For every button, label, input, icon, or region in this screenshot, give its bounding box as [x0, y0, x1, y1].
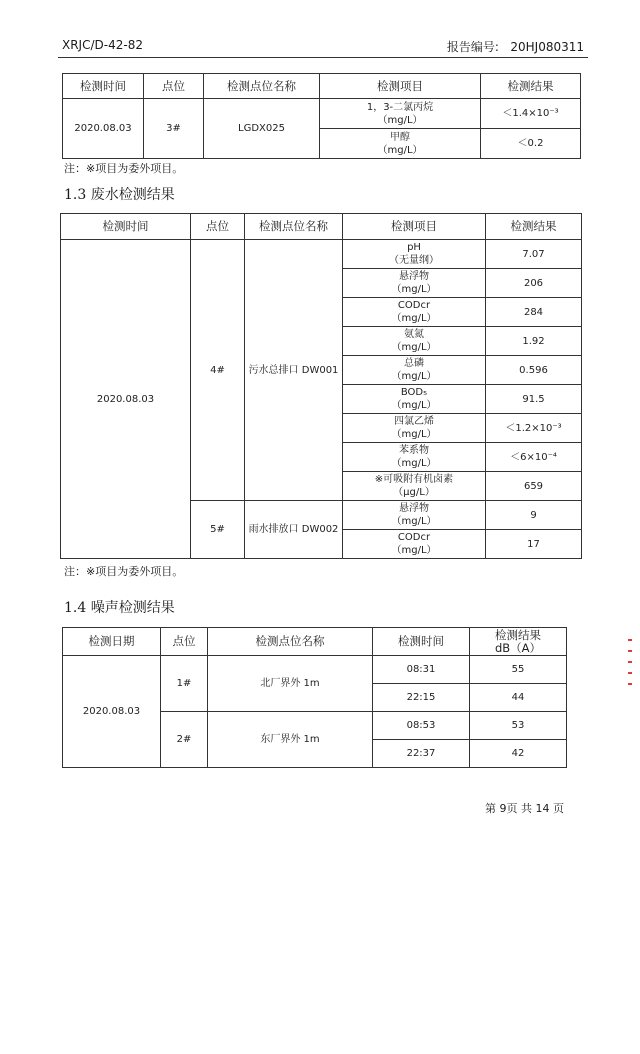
col-header: 检测时间 — [61, 214, 191, 240]
doc-code: XRJC/D-42-82 — [62, 38, 143, 52]
result-cell: 53 — [470, 712, 567, 740]
item-cell — [343, 269, 486, 298]
binding-marks — [628, 630, 634, 720]
result-unit-header: dB（A） — [494, 640, 542, 655]
result-cell: 0.596 — [486, 356, 582, 385]
item-unit: （mg/L） — [391, 516, 437, 527]
item-cell — [343, 472, 486, 501]
report-label: 报告编号: — [446, 40, 499, 54]
note-2: 注：※项目为委外项目。 — [64, 565, 184, 578]
col-header: 检测结果 — [481, 74, 581, 99]
item-unit: （mg/L） — [391, 429, 437, 440]
time-cell: 08:31 — [373, 656, 470, 684]
result-cell: ＜6×10⁻⁴ — [486, 443, 582, 472]
item-name: CODcr — [397, 300, 431, 311]
item-cell — [343, 298, 486, 327]
result-cell: 17 — [486, 530, 582, 559]
item-cell — [343, 327, 486, 356]
point-cell: 4# — [191, 240, 245, 501]
item-cell — [343, 501, 486, 530]
item-unit: （无量纲） — [389, 255, 439, 266]
item-name: CODcr — [397, 532, 431, 543]
point-cell: 2# — [161, 712, 208, 768]
item-cell — [343, 240, 486, 269]
item-unit: （mg/L） — [377, 144, 423, 156]
date-cell: 2020.08.03 — [63, 99, 144, 159]
item-name: 甲醇 — [390, 131, 410, 143]
date-cell: 2020.08.03 — [63, 656, 161, 768]
item-name: 1，3-二氯丙烷 — [366, 101, 434, 113]
item-cell — [343, 385, 486, 414]
date-cell: 2020.08.03 — [61, 240, 191, 559]
item-name: 苯系物 — [399, 445, 429, 456]
report-no: 20HJ080311 — [510, 40, 584, 54]
result-cell: 1.92 — [486, 327, 582, 356]
result-cell: ＜1.4×10⁻³ — [481, 99, 581, 129]
col-header: 检测点位名称 — [208, 628, 373, 656]
result-header: 检测结果 — [495, 627, 541, 642]
result-cell: 659 — [486, 472, 582, 501]
item-name: BOD₅ — [400, 387, 428, 398]
col-header: 检测时间 — [63, 74, 144, 99]
result-cell: ＜0.2 — [481, 129, 581, 159]
time-cell: 22:37 — [373, 740, 470, 768]
result-cell: ＜1.2×10⁻³ — [486, 414, 582, 443]
col-header: 检测时间 — [373, 628, 470, 656]
item-unit: （mg/L） — [391, 284, 437, 295]
col-header: 点位 — [144, 74, 204, 99]
point-cell: 5# — [191, 501, 245, 559]
item-unit: （mg/L） — [377, 114, 423, 126]
site-cell: LGDX025 — [204, 99, 320, 159]
time-cell: 22:15 — [373, 684, 470, 712]
col-header: 检测点位名称 — [204, 74, 320, 99]
site-cell: 雨水排放口 DW002 — [245, 501, 343, 559]
result-cell: 44 — [470, 684, 567, 712]
item-unit: （mg/L） — [391, 458, 437, 469]
col-header: 检测点位名称 — [245, 214, 343, 240]
item-cell — [343, 356, 486, 385]
result-cell: 7.07 — [486, 240, 582, 269]
item-cell — [343, 530, 486, 559]
item-unit: （mg/L） — [391, 342, 437, 353]
item-name: 悬浮物 — [399, 271, 429, 282]
page-number: 第 9页 共 14 页 — [485, 802, 564, 815]
item-cell — [343, 443, 486, 472]
item-unit: （mg/L） — [391, 313, 437, 324]
site-cell: 东厂界外 1m — [208, 712, 373, 768]
item-cell — [320, 99, 481, 129]
item-name: 总磷 — [404, 358, 424, 369]
item-unit: （μg/L） — [393, 487, 435, 498]
time-cell: 08:53 — [373, 712, 470, 740]
col-header: 检测项目 — [320, 74, 481, 99]
item-name: ※可吸附有机卤素 — [374, 474, 454, 485]
col-header: 点位 — [191, 214, 245, 240]
point-cell: 1# — [161, 656, 208, 712]
note-1: 注：※项目为委外项目。 — [64, 162, 184, 175]
item-name: 悬浮物 — [399, 503, 429, 514]
result-cell: 206 — [486, 269, 582, 298]
col-header: 检测结果 — [486, 214, 582, 240]
result-cell: 9 — [486, 501, 582, 530]
table-air-results — [62, 73, 581, 159]
site-cell: 污水总排口 DW001 — [245, 240, 343, 501]
item-unit: （mg/L） — [391, 400, 437, 411]
col-header: 检测项目 — [343, 214, 486, 240]
item-name: 四氯乙烯 — [394, 416, 434, 427]
col-header: 点位 — [161, 628, 208, 656]
item-unit: （mg/L） — [391, 371, 437, 382]
section-title-wastewater: 1.3 废水检测结果 — [64, 187, 175, 203]
table-noise-results — [62, 627, 567, 768]
point-cell: 3# — [144, 99, 204, 159]
item-cell — [320, 129, 481, 159]
item-name: pH — [407, 242, 421, 253]
result-cell: 284 — [486, 298, 582, 327]
item-name: 氨氮 — [404, 329, 424, 340]
table-wastewater-results — [60, 213, 582, 559]
result-cell: 55 — [470, 656, 567, 684]
site-cell: 北厂界外 1m — [208, 656, 373, 712]
section-title-noise: 1.4 噪声检测结果 — [64, 600, 175, 616]
result-cell: 42 — [470, 740, 567, 768]
report-number — [447, 38, 584, 55]
col-header — [470, 628, 567, 656]
item-unit: （mg/L） — [391, 545, 437, 556]
item-cell — [343, 414, 486, 443]
result-cell: 91.5 — [486, 385, 582, 414]
col-header: 检测日期 — [63, 628, 161, 656]
header-rule — [58, 57, 588, 58]
